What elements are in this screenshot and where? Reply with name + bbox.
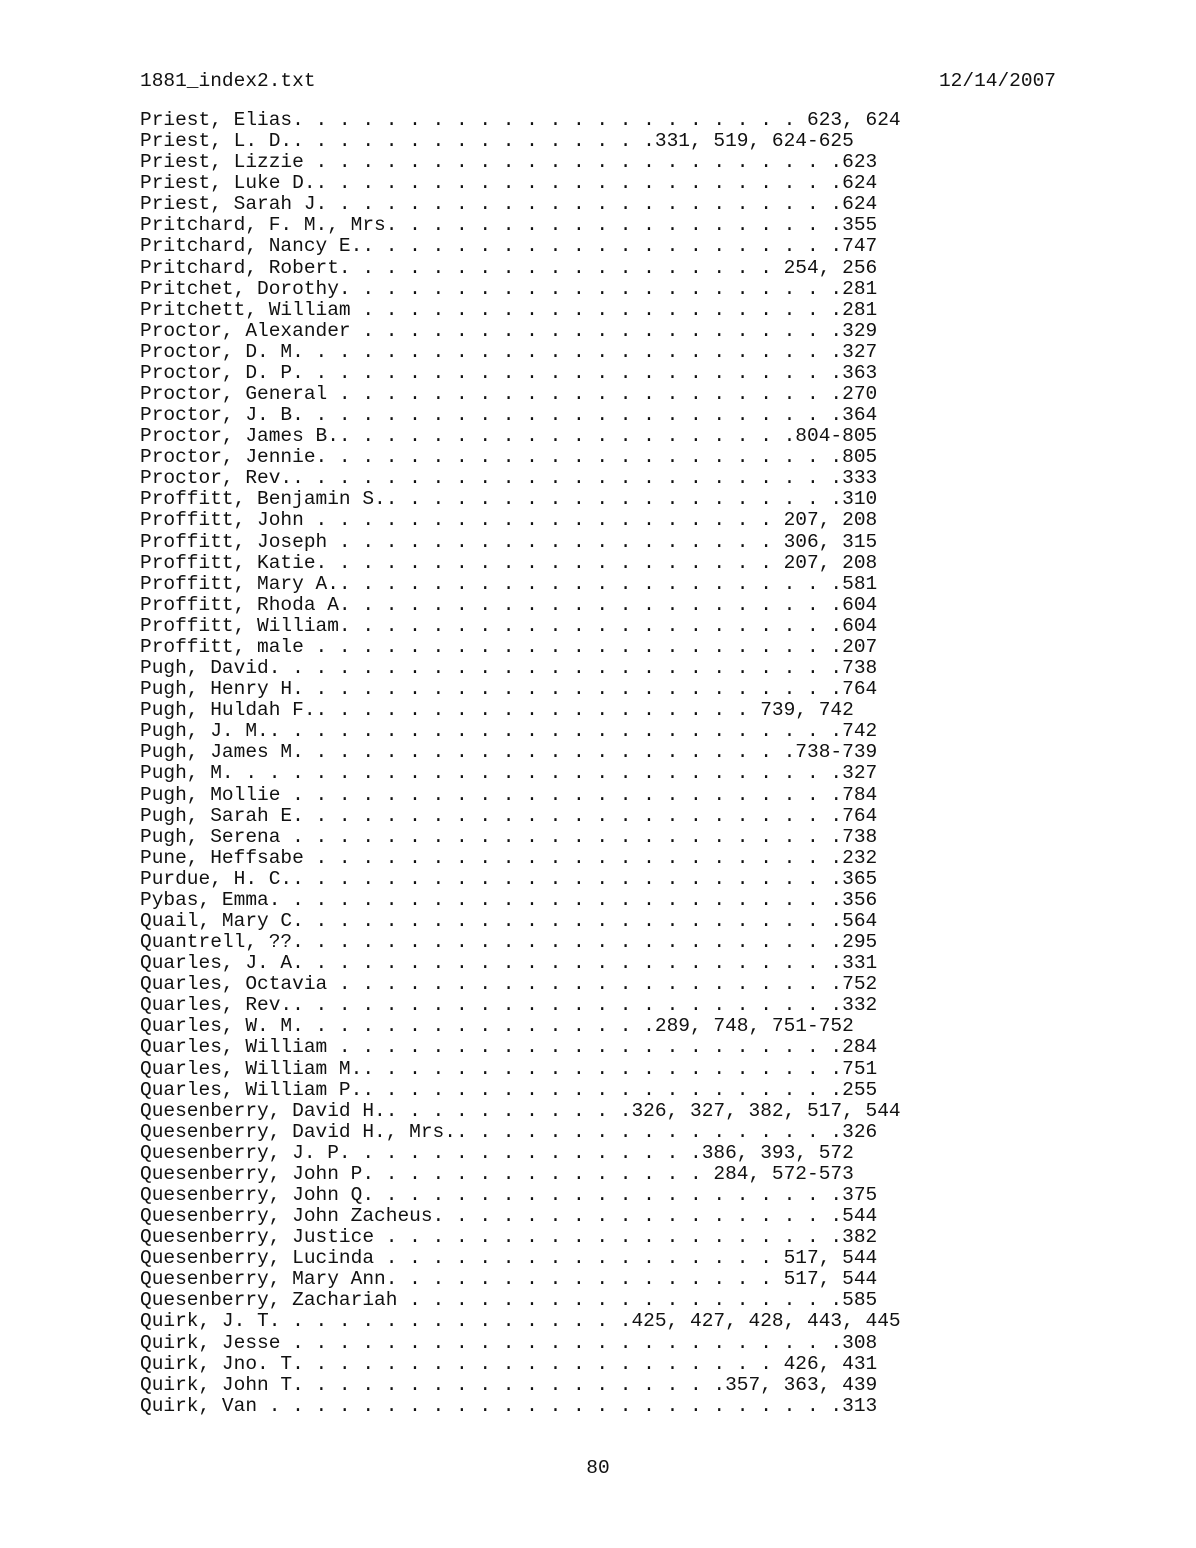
index-entry: Quirk, Jno. T. . . . . . . . . . . . . . . . . . . . . 426, 431 [140,1352,878,1375]
index-entry: Proffitt, Rhoda A. . . . . . . . . . . . . . . . . . . . . .604 [140,593,878,616]
index-entry: Quesenberry, Zachariah . . . . . . . . . . . . . . . . . . .585 [140,1289,878,1312]
page-header [140,68,1056,94]
index-entry: Quarles, Rev.. . . . . . . . . . . . . . . . . . . . . . . .332 [140,994,878,1017]
index-entry: Quarles, William . . . . . . . . . . . . . . . . . . . . . .284 [140,1036,878,1059]
index-entry: Pugh, M. . . . . . . . . . . . . . . . . . . . . . . . . . .327 [140,762,878,785]
index-entry: Pugh, Mollie . . . . . . . . . . . . . . . . . . . . . . . .784 [140,783,878,806]
index-entry: Quesenberry, Lucinda . . . . . . . . . . . . . . . . . 517, 544 [140,1247,878,1270]
index-entry-list [140,110,1040,1417]
index-entry: Pugh, James M. . . . . . . . . . . . . . . . . . . . . .738-739 [140,741,878,764]
index-entry: Quesenberry, John P. . . . . . . . . . . . . . . 284, 572-573 [140,1162,854,1185]
index-entry: Quail, Mary C. . . . . . . . . . . . . . . . . . . . . . . .564 [140,909,878,932]
index-entry: Priest, Luke D.. . . . . . . . . . . . . . . . . . . . . . .624 [140,172,878,195]
index-entry: Proctor, Alexander . . . . . . . . . . . . . . . . . . . . .329 [140,319,878,342]
index-entry: Proffitt, Mary A.. . . . . . . . . . . . . . . . . . . . . .581 [140,572,878,595]
index-entry: Pritchard, F. M., Mrs. . . . . . . . . . . . . . . . . . . .355 [140,214,878,237]
index-entry: Purdue, H. C.. . . . . . . . . . . . . . . . . . . . . . . .365 [140,867,878,890]
index-entry: Quesenberry, David H., Mrs.. . . . . . . . . . . . . . . . .326 [140,1120,878,1143]
index-entry: Pugh, Huldah F.. . . . . . . . . . . . . . . . . . . 739, 742 [140,699,854,722]
index-entry: Quirk, Jesse . . . . . . . . . . . . . . . . . . . . . . . .308 [140,1331,878,1354]
index-entry: Proctor, James B.. . . . . . . . . . . . . . . . . . . .804-805 [140,425,878,448]
index-entry: Pugh, Serena . . . . . . . . . . . . . . . . . . . . . . . .738 [140,825,878,848]
index-entry: Priest, Lizzie . . . . . . . . . . . . . . . . . . . . . . .623 [140,151,878,174]
index-entry: Quarles, William M.. . . . . . . . . . . . . . . . . . . . .751 [140,1057,878,1080]
page-number: 80 [586,1457,610,1479]
index-entry: Priest, Elias. . . . . . . . . . . . . . . . . . . . . . 623, 624 [140,109,901,131]
index-entry: Proctor, J. B. . . . . . . . . . . . . . . . . . . . . . . .364 [140,404,878,427]
index-entry: Quesenberry, Mary Ann. . . . . . . . . . . . . . . . . 517, 544 [140,1268,878,1291]
index-entry: Priest, Sarah J. . . . . . . . . . . . . . . . . . . . . . .624 [140,193,878,216]
index-entry: Pritchett, William . . . . . . . . . . . . . . . . . . . . .281 [140,298,878,321]
file-name: 1881_index2.txt [140,70,316,92]
index-entry: Quesenberry, J. P. . . . . . . . . . . . . . . .386, 393, 572 [140,1141,854,1164]
index-entry: Quirk, John T. . . . . . . . . . . . . . . . . . .357, 363, 439 [140,1373,878,1396]
index-entry: Quirk, Van . . . . . . . . . . . . . . . . . . . . . . . . .313 [140,1394,878,1417]
index-entry: Quesenberry, David H.. . . . . . . . . . .326, 327, 382, 517, 544 [140,1099,901,1122]
index-entry: Proffitt, Katie. . . . . . . . . . . . . . . . . . . . 207, 208 [140,551,878,574]
index-entry: Quarles, William P.. . . . . . . . . . . . . . . . . . . . .255 [140,1078,878,1101]
index-entry: Priest, L. D.. . . . . . . . . . . . . . . .331, 519, 624-625 [140,130,854,153]
index-entry: Pune, Heffsabe . . . . . . . . . . . . . . . . . . . . . . .232 [140,846,878,869]
index-entry: Quesenberry, Justice . . . . . . . . . . . . . . . . . . . .382 [140,1226,878,1249]
index-entry: Pritchard, Robert. . . . . . . . . . . . . . . . . . . 254, 256 [140,256,878,279]
index-entry: Quarles, W. M. . . . . . . . . . . . . . . .289, 748, 751-752 [140,1015,854,1038]
index-entry: Proffitt, male . . . . . . . . . . . . . . . . . . . . . . .207 [140,635,878,658]
index-entry: Proctor, General . . . . . . . . . . . . . . . . . . . . . .270 [140,383,878,406]
index-entry: Proctor, Rev.. . . . . . . . . . . . . . . . . . . . . . . .333 [140,467,878,490]
index-entry: Quarles, Octavia . . . . . . . . . . . . . . . . . . . . . .752 [140,973,878,996]
index-entry: Quantrell, ??. . . . . . . . . . . . . . . . . . . . . . . .295 [140,931,878,954]
index-entry: Proctor, D. M. . . . . . . . . . . . . . . . . . . . . . . .327 [140,340,878,363]
index-entry: Proffitt, Benjamin S.. . . . . . . . . . . . . . . . . . . .310 [140,488,878,511]
index-entry: Pritchet, Dorothy. . . . . . . . . . . . . . . . . . . . . .281 [140,277,878,300]
index-entry: Pugh, David. . . . . . . . . . . . . . . . . . . . . . . . .738 [140,657,878,680]
index-entry: Quesenberry, John Zacheus. . . . . . . . . . . . . . . . . .544 [140,1205,878,1228]
index-entry: Proctor, Jennie. . . . . . . . . . . . . . . . . . . . . . .805 [140,446,878,469]
index-entry: Pugh, J. M.. . . . . . . . . . . . . . . . . . . . . . . . .742 [140,720,878,743]
index-entry: Proctor, D. P. . . . . . . . . . . . . . . . . . . . . . . .363 [140,361,878,384]
index-entry: Proffitt, William. . . . . . . . . . . . . . . . . . . . . .604 [140,614,878,637]
index-entry: Proffitt, John . . . . . . . . . . . . . . . . . . . . 207, 208 [140,509,878,532]
index-entry: Quesenberry, John Q. . . . . . . . . . . . . . . . . . . . .375 [140,1183,878,1206]
index-entry: Quirk, J. T. . . . . . . . . . . . . . . .425, 427, 428, 443, 445 [140,1310,901,1333]
index-entry: Proffitt, Joseph . . . . . . . . . . . . . . . . . . . 306, 315 [140,530,878,553]
print-date: 12/14/2007 [938,70,1056,92]
index-entry: Pritchard, Nancy E.. . . . . . . . . . . . . . . . . . . . .747 [140,235,878,258]
index-entry: Pugh, Henry H. . . . . . . . . . . . . . . . . . . . . . . .764 [140,678,878,701]
index-entry: Pybas, Emma. . . . . . . . . . . . . . . . . . . . . . . . .356 [140,888,878,911]
index-entry: Quarles, J. A. . . . . . . . . . . . . . . . . . . . . . . .331 [140,952,878,975]
index-entry: Pugh, Sarah E. . . . . . . . . . . . . . . . . . . . . . . .764 [140,804,878,827]
